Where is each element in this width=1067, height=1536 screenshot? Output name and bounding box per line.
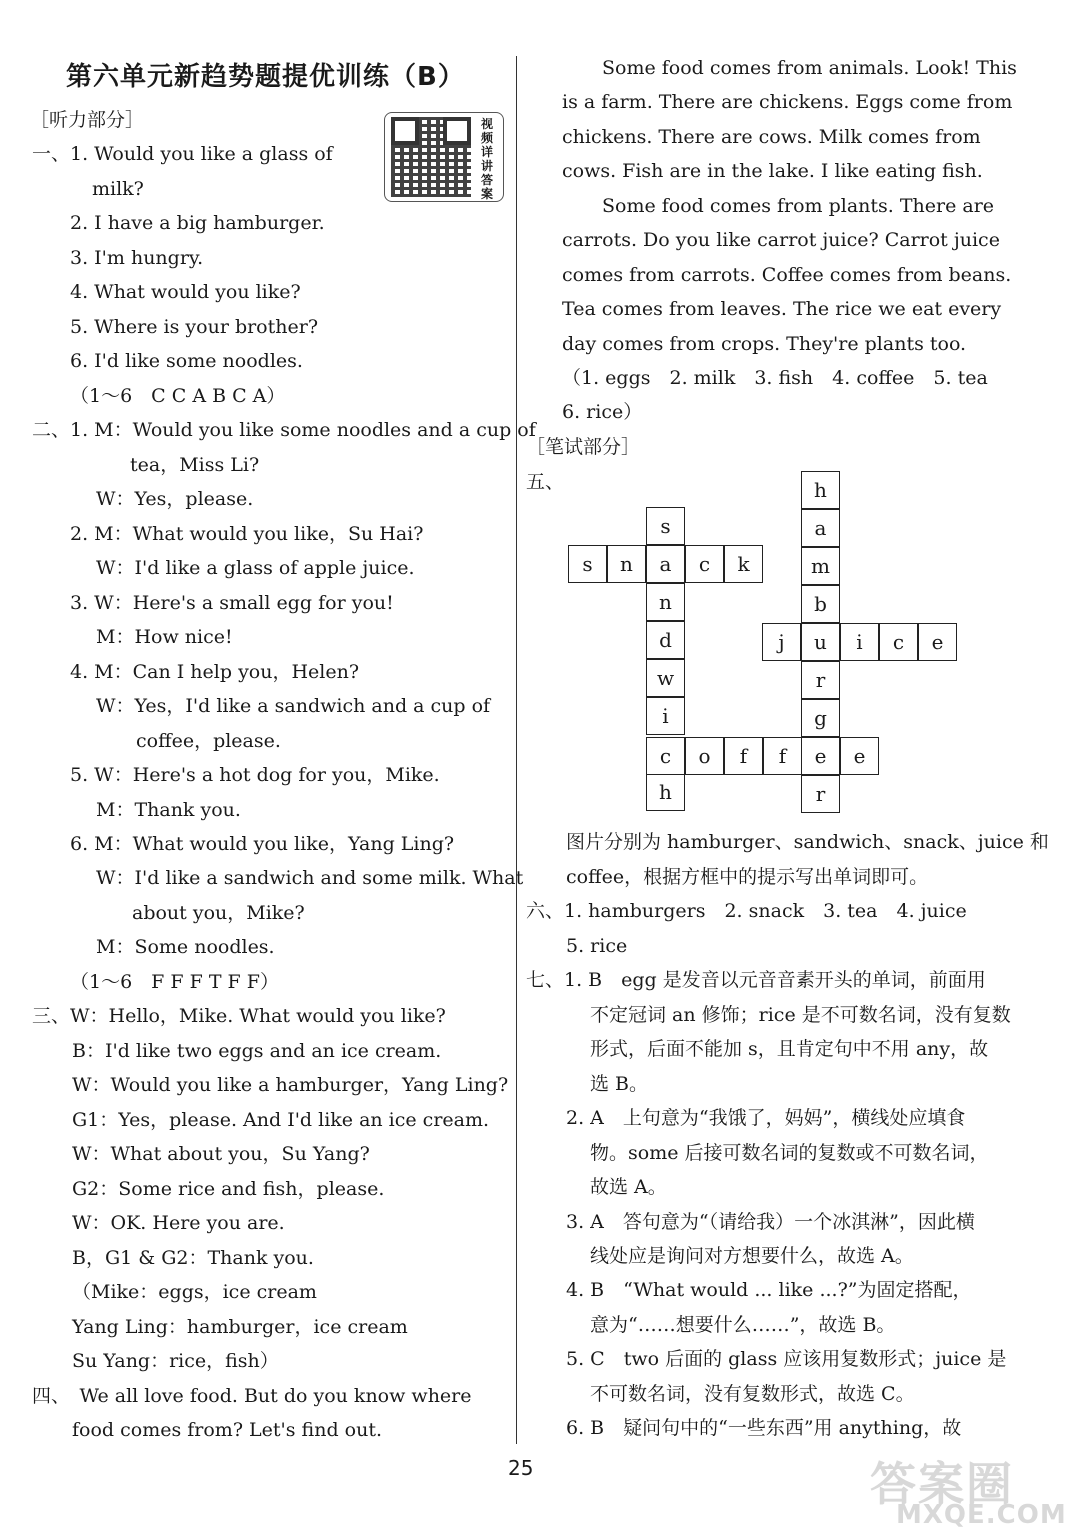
crossword-cell: w: [646, 659, 685, 697]
answer-line: 5. Where is your brother?: [70, 316, 319, 338]
dialogue-line: W：Would you like a hamburger，Yang Ling?: [72, 1074, 509, 1096]
dialogue-line: about you，Mike?: [132, 902, 305, 924]
dialogue-line: W：I'd like a glass of apple juice.: [96, 557, 415, 579]
explanation-line: 2. A 上句意为“我饿了，妈妈”，横线处应填食: [566, 1107, 966, 1129]
dialogue-line: 2. M：What would you like，Su Hai?: [70, 523, 424, 545]
dialogue-line: G1：Yes，please. And I'd like an ice cream.: [72, 1109, 490, 1131]
explanation-line: 线处应是询问对方想要什么，故选 A。: [590, 1245, 914, 1267]
explanation-line: 6. B 疑问句中的“一些东西”用 anything，故: [566, 1417, 962, 1439]
crossword-cell: d: [646, 621, 685, 659]
dialogue-line: M：Thank you.: [96, 799, 241, 821]
crossword-cell: a: [646, 545, 685, 583]
answer-line: 3. I'm hungry.: [70, 247, 204, 269]
crossword-cell: b: [801, 585, 840, 623]
watermark-logo: 答案圈: [870, 1457, 1014, 1511]
explanation-line: 物。some 后接可数名词的复数或不可数名词，: [590, 1142, 989, 1164]
answer-key: 六、1. hamburgers 2. snack 3. tea 4. juice: [526, 900, 967, 922]
explanation-line: 不定冠词 an 修饰；rice 是不可数名词，没有复数: [590, 1004, 1011, 1026]
passage-line: 四、 We all love food. But do you know where: [32, 1385, 472, 1407]
crossword-cell: n: [607, 545, 646, 583]
crossword-cell: i: [646, 697, 685, 735]
dialogue-line: G2：Some rice and fish，please.: [72, 1178, 385, 1200]
explanation-line: 4. B “What would ... like ...?”为固定搭配，: [566, 1279, 972, 1301]
answer-line: 4. What would you like?: [70, 281, 301, 303]
passage-line: comes from carrots. Coffee comes from beans.: [562, 264, 1012, 286]
crossword-cell: h: [646, 773, 685, 811]
dialogue-line: 3. W：Here's a small egg for you!: [70, 592, 394, 614]
answer-key: Yang Ling：hamburger，ice cream: [72, 1316, 408, 1338]
crossword-cell: g: [801, 699, 840, 737]
answer-key: 6. rice）: [562, 401, 643, 423]
dialogue-line: B：I'd like two eggs and an ice cream.: [72, 1040, 442, 1062]
passage-line: day comes from crops. They're plants too.: [562, 333, 967, 355]
answer-line: 2. I have a big hamburger.: [70, 212, 325, 234]
dialogue-line: 5. W：Here's a hot dog for you，Mike.: [70, 764, 440, 786]
dialogue-line: 三、W：Hello，Mike. What would you like?: [32, 1005, 446, 1027]
dialogue-line: W：I'd like a sandwich and some milk. What: [96, 867, 524, 889]
passage-line: carrots. Do you like carrot juice? Carrot juice: [562, 229, 1000, 251]
dialogue-line: W：What about you，Su Yang?: [72, 1143, 370, 1165]
explanation-line: 3. A 答句意为“（请给我）一个冰淇淋”，因此横: [566, 1211, 975, 1233]
crossword-cell: i: [840, 623, 879, 661]
section-label-writing: ［笔试部分］: [526, 436, 641, 458]
dialogue-line: M：How nice!: [96, 626, 233, 648]
passage-line: Some food comes from plants. There are: [602, 195, 995, 217]
page-number: 25: [508, 1456, 534, 1480]
crossword-cell: f: [763, 737, 802, 775]
explanation-line: 意为“……想要什么……”，故选 B。: [590, 1314, 896, 1336]
answer-line: milk?: [92, 178, 144, 200]
qr-code-box[interactable]: [384, 112, 504, 202]
passage-line: Tea comes from leaves. The rice we eat every: [562, 298, 1002, 320]
explanation-line: 选 B。: [590, 1073, 649, 1095]
explanation-line: 5. C two 后面的 glass 应该用复数形式；juice 是: [566, 1348, 1007, 1370]
dialogue-line: 4. M：Can I help you，Helen?: [70, 661, 360, 683]
explanation-line: 不可数名词，没有复数形式，故选 C。: [590, 1383, 915, 1405]
explanation-line: 故选 A。: [590, 1176, 667, 1198]
answer-key: （1～6 C C A B C A）: [70, 385, 286, 407]
answer-key: （Mike：eggs，ice cream: [72, 1281, 317, 1303]
explanation-line: 图片分别为 hamburger、sandwich、snack、juice 和: [566, 831, 1049, 853]
column-divider: [516, 56, 517, 1444]
dialogue-line: W：Yes，I'd like a sandwich and a cup of: [96, 695, 491, 717]
explanation-line: 七、1. B egg 是发音以元音音素开头的单词，前面用: [526, 969, 986, 991]
crossword-cell: k: [724, 545, 763, 583]
crossword-cell: c: [879, 623, 918, 661]
crossword-cell: a: [801, 509, 840, 547]
explanation-line: 形式，后面不能加 s，且肯定句中不用 any，故: [590, 1038, 989, 1060]
dialogue-line: W：OK. Here you are.: [72, 1212, 285, 1234]
qr-code-icon: [391, 117, 471, 197]
passage-line: food comes from? Let's find out.: [72, 1419, 383, 1441]
crossword-cell: n: [646, 583, 685, 621]
section-label-listening: ［听力部分］: [30, 109, 145, 131]
crossword-cell: e: [801, 737, 840, 775]
crossword-cell: e: [840, 737, 879, 775]
passage-line: is a farm. There are chickens. Eggs come from: [562, 91, 1013, 113]
explanation-line: coffee，根据方框中的提示写出单词即可。: [566, 866, 929, 888]
answer-key: （1～6 F F F T F F）: [70, 971, 279, 993]
crossword-cell: c: [685, 545, 724, 583]
crossword-cell: c: [646, 737, 685, 775]
passage-line: Some food comes from animals. Look! This: [602, 57, 1017, 79]
crossword-cell: s: [568, 545, 607, 583]
watermark-site: MXQE.COM: [896, 1500, 1067, 1530]
page-title: 第六单元新趋势题提优训练（B）: [66, 62, 465, 92]
crossword-cell: r: [801, 775, 840, 813]
crossword-cell: s: [646, 507, 685, 545]
dialogue-line: W：Yes，please.: [96, 488, 254, 510]
answer-line: 一、1. Would you like a glass of: [32, 143, 333, 165]
dialogue-line: 二、1. M：Would you like some noodles and a cup of: [32, 419, 536, 441]
dialogue-line: tea，Miss Li?: [130, 454, 260, 476]
answer-key: （1. eggs 2. milk 3. fish 4. coffee 5. tea: [562, 367, 988, 389]
answer-key: Su Yang：rice，fish）: [72, 1350, 279, 1372]
passage-line: cows. Fish are in the lake. I like eating fish.: [562, 160, 983, 182]
answer-line: 6. I'd like some noodles.: [70, 350, 303, 372]
crossword-cell: f: [724, 737, 763, 775]
crossword-cell: o: [685, 737, 724, 775]
section-number: 五、: [526, 471, 565, 493]
dialogue-line: M：Some noodles.: [96, 936, 275, 958]
crossword-cell: e: [918, 623, 957, 661]
crossword-cell: m: [801, 547, 840, 585]
dialogue-line: coffee，please.: [136, 730, 281, 752]
answer-key: 5. rice: [566, 935, 628, 957]
crossword-cell: u: [801, 623, 840, 661]
crossword-cell: r: [801, 661, 840, 699]
qr-label: 视频详讲答案: [481, 117, 494, 201]
crossword-cell: h: [801, 471, 840, 509]
dialogue-line: 6. M：What would you like，Yang Ling?: [70, 833, 455, 855]
passage-line: chickens. There are cows. Milk comes from: [562, 126, 981, 148]
dialogue-line: B，G1 & G2：Thank you.: [72, 1247, 314, 1269]
crossword-cell: j: [762, 623, 801, 661]
